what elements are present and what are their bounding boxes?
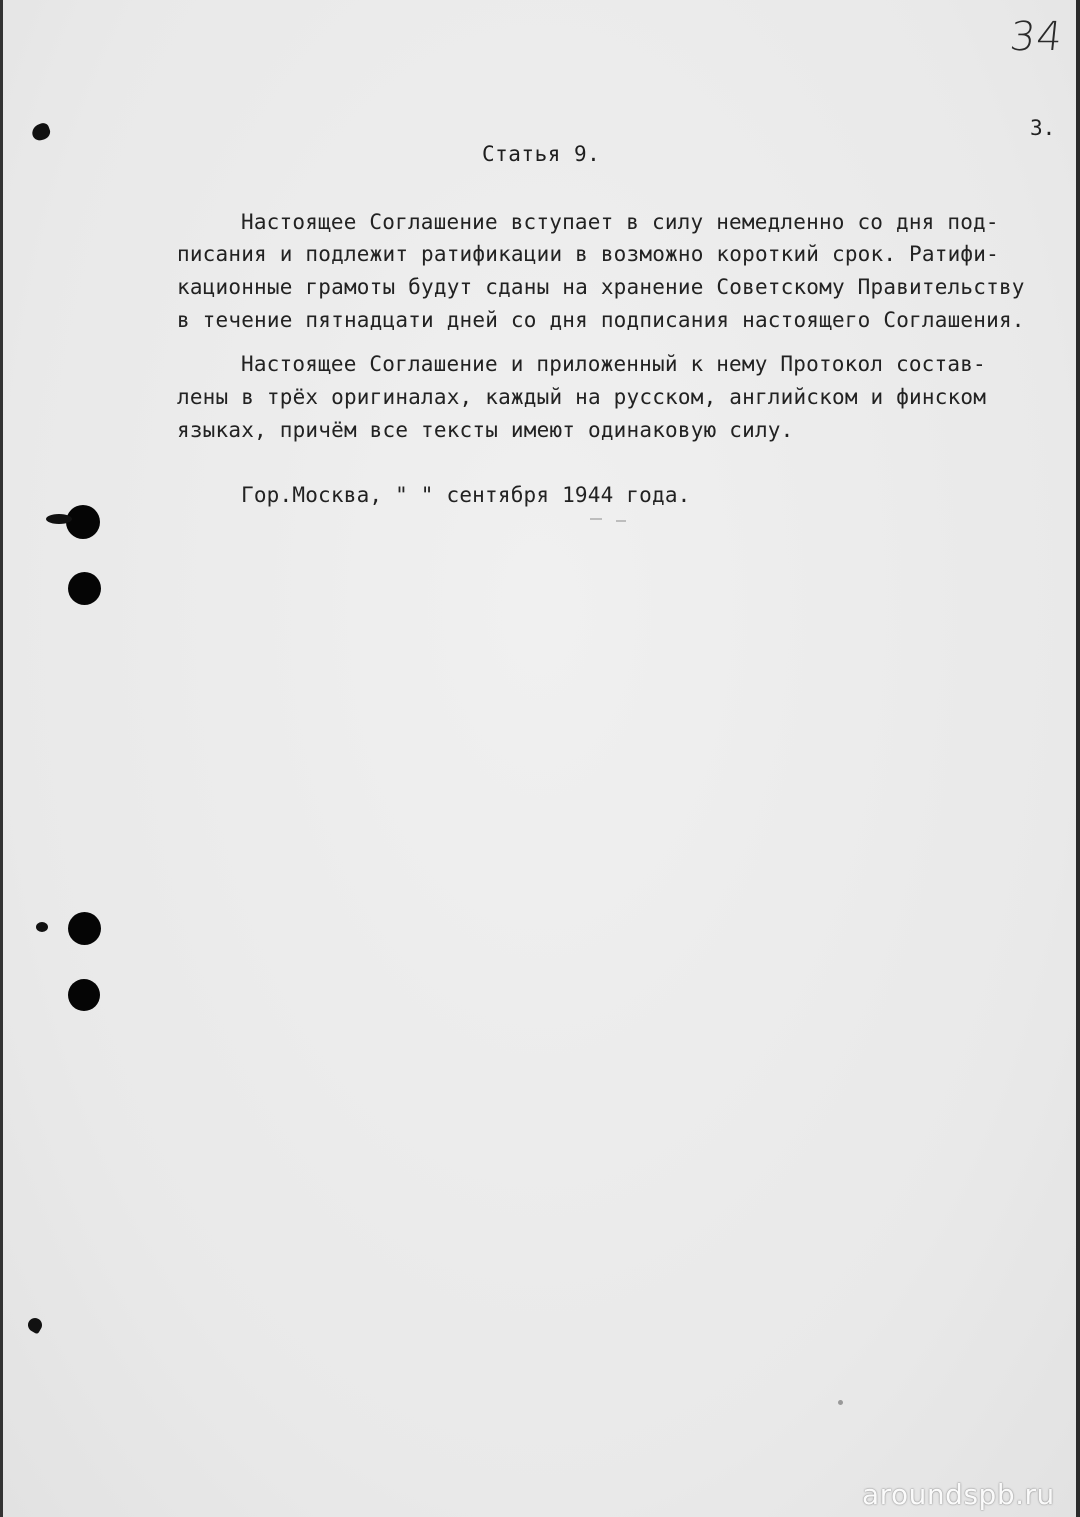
- scan-speck: [616, 520, 626, 522]
- article-line: Настоящее Соглашение и приложенный к нему Протокол состав-: [241, 352, 986, 376]
- article-title: Статья 9.: [482, 142, 601, 166]
- punch-hole-mark: [30, 121, 52, 142]
- handwritten-page-number: 34: [1007, 14, 1066, 60]
- punch-hole-mark: [36, 922, 48, 932]
- punch-hole: [68, 979, 100, 1011]
- article-line: лены в трёх оригиналах, каждый на русском, английском и финском: [177, 385, 987, 409]
- scan-speck: [838, 1400, 843, 1405]
- scan-speck: [590, 518, 602, 520]
- article-line: Настоящее Соглашение вступает в силу немедленно со дня под-: [241, 210, 999, 234]
- signature-place-date: Гор.Москва, " " сентября 1944 года.: [241, 483, 691, 507]
- punch-hole-mark: [25, 1315, 44, 1334]
- article-line: в течение пятнадцати дней со дня подписания настоящего Соглашения.: [177, 308, 1025, 332]
- right-scan-edge: [1076, 0, 1080, 1517]
- article-line: писания и подлежит ратификации в возможно короткий срок. Ратифи-: [177, 242, 999, 266]
- article-line: языках, причём все тексты имеют одинаковую силу.: [177, 418, 794, 442]
- punch-hole: [68, 572, 101, 605]
- watermark: aroundspb.ru: [862, 1478, 1055, 1511]
- page-number: 3.: [1030, 116, 1056, 140]
- punch-hole: [68, 912, 101, 945]
- punch-hole-tear: [46, 514, 72, 524]
- punch-hole: [66, 505, 100, 539]
- article-line: кационные грамоты будут сданы на хранение Советскому Правительству: [177, 275, 1025, 299]
- left-scan-edge: [0, 0, 3, 1517]
